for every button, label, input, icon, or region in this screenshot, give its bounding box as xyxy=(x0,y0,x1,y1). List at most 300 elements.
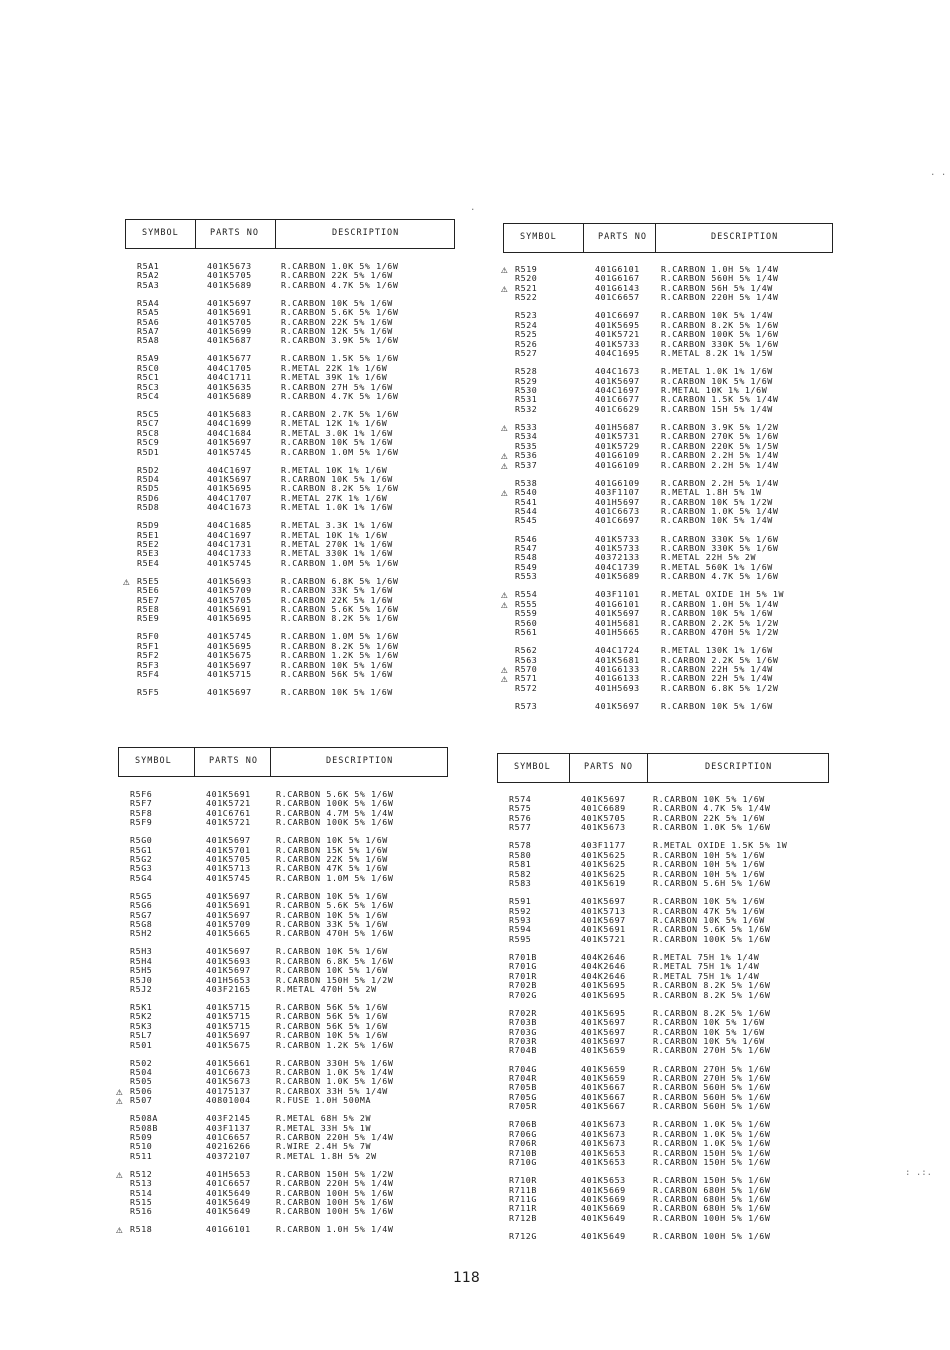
symbol-cell: R530 xyxy=(515,385,538,395)
symbol-cell: R5E1 xyxy=(137,529,160,540)
table-row xyxy=(503,405,833,414)
parts-no-cell: 401K5697 xyxy=(207,659,252,670)
table-row xyxy=(497,991,829,1000)
table-row xyxy=(118,929,448,938)
description-cell: R.CARBON 10K 5% 1/6W xyxy=(653,1017,765,1028)
description-cell: R.CARBON 10K 5% 1/6W xyxy=(281,687,393,697)
parts-no-cell: 404C1697 xyxy=(207,529,252,540)
description-cell: R.METAL 1.0K 1% 1/6W xyxy=(661,366,773,377)
symbol-cell: R501 xyxy=(130,1039,153,1050)
parts-no-cell: 404C1707 xyxy=(207,492,252,503)
symbol-cell: R5E2 xyxy=(137,539,160,549)
parts-no-cell: 403F2145 xyxy=(206,1113,251,1124)
header-symbol: SYMBOL xyxy=(142,228,179,238)
description-cell: R.CARBON 470H 5% 1/2W xyxy=(661,627,779,637)
symbol-cell: R710G xyxy=(509,1157,537,1167)
column-divider xyxy=(569,753,570,783)
description-cell: R.CARBON 150H 5% 1/6W xyxy=(653,1147,771,1158)
parts-no-cell: 401K5681 xyxy=(595,654,640,665)
description-cell: R.CARBON 150H 5% 1/6W xyxy=(653,1175,771,1186)
description-cell: R.CARBON 6.8K 5% 1/2W xyxy=(661,682,779,693)
description-cell: R.CARBON 15K 5% 1/6W xyxy=(276,844,388,855)
description-cell: R.METAL 470H 5% 2W xyxy=(276,984,377,994)
symbol-cell: R5A2 xyxy=(137,270,160,281)
symbol-cell: R5E6 xyxy=(137,585,160,596)
parts-no-cell: 401K5653 xyxy=(581,1147,626,1158)
description-cell: R.CARBON 5.6K 5% 1/6W xyxy=(653,924,771,935)
description-cell: R.CARBON 1.0K 5% 1/6W xyxy=(276,1076,394,1087)
symbol-cell: R508B xyxy=(130,1122,158,1133)
description-cell: R.CARBON 1.0M 5% 1/6W xyxy=(276,872,394,883)
parts-no-cell: 401K5745 xyxy=(207,446,252,457)
table-row xyxy=(118,874,448,883)
table-header xyxy=(118,747,448,777)
symbol-cell: R5F9 xyxy=(130,817,153,828)
description-cell: R.METAL 22K 1% 1/6W xyxy=(281,362,388,373)
safety-warning-icon: ⚠ xyxy=(501,421,509,434)
description-cell: R.CARBON 10K 5% 1/6W xyxy=(276,946,388,957)
parts-no-cell: 401K5733 xyxy=(595,533,640,544)
parts-no-cell: 401K5697 xyxy=(595,375,640,386)
description-cell: R.CARBON 270K 5% 1/6W xyxy=(661,431,779,442)
symbol-cell: R516 xyxy=(130,1206,153,1217)
symbol-cell: R518 xyxy=(130,1224,153,1235)
symbol-cell: R563 xyxy=(515,654,538,665)
parts-no-cell: 401K5625 xyxy=(581,859,626,870)
symbol-cell: R534 xyxy=(515,431,538,442)
description-cell: R.CARBON 10K 5% 1/6W xyxy=(653,1026,765,1037)
header-description: DESCRIPTION xyxy=(711,232,779,242)
parts-no-cell: 401C6677 xyxy=(595,394,640,405)
parts-no-cell: 401G6109 xyxy=(595,450,640,461)
description-cell: R.CARBON 10K 5% 1/6W xyxy=(281,474,393,484)
symbol-cell: R525 xyxy=(515,329,538,340)
symbol-cell: R5L7 xyxy=(130,1030,153,1041)
parts-no-cell: 401K5667 xyxy=(581,1101,626,1112)
safety-warning-icon: ⚠ xyxy=(501,663,509,676)
parts-no-cell: 401K5673 xyxy=(206,1076,251,1087)
symbol-cell: R5A6 xyxy=(137,316,160,327)
table-row xyxy=(118,818,448,827)
symbol-cell: R5A8 xyxy=(137,335,160,346)
parts-no-cell: 401K5721 xyxy=(206,817,251,828)
parts-no-cell: 401K5715 xyxy=(206,1020,251,1031)
table-row xyxy=(125,392,455,401)
column-divider xyxy=(194,747,195,777)
description-cell: R.CARBON 22K 5% 1/6W xyxy=(281,316,393,327)
description-cell: R.CARBON 8.2K 5% 1/6W xyxy=(281,483,399,494)
description-cell: R.CARBON 100H 5% 1/6W xyxy=(653,1231,771,1241)
symbol-cell: R5H3 xyxy=(130,946,153,957)
description-cell: R.CARBON 150H 5% 1/6W xyxy=(653,1157,771,1167)
symbol-cell: R5G4 xyxy=(130,872,153,883)
symbol-cell: R560 xyxy=(515,617,538,628)
symbol-cell: R529 xyxy=(515,375,538,386)
parts-no-cell: 404C1684 xyxy=(207,427,252,438)
symbol-cell: R546 xyxy=(515,533,538,544)
description-cell: R.CARBON 12K 5% 1/6W xyxy=(281,326,393,336)
parts-no-cell: 401K5697 xyxy=(581,794,626,804)
symbol-cell: R5A4 xyxy=(137,297,160,308)
parts-no-cell: 401K5673 xyxy=(581,822,626,833)
table-row xyxy=(125,336,455,345)
header-description: DESCRIPTION xyxy=(705,762,773,772)
table-row xyxy=(501,458,833,472)
column-divider xyxy=(270,747,271,777)
description-cell: R.CARBON 10K 5% 1/6W xyxy=(653,794,765,804)
description-cell: R.CARBON 33K 5% 1/6W xyxy=(281,585,393,596)
symbol-cell: R702B xyxy=(509,980,537,991)
parts-no-cell: 401K5687 xyxy=(207,335,252,346)
safety-warning-icon: ⚠ xyxy=(116,1094,124,1108)
parts-no-cell: 401K5691 xyxy=(207,604,252,614)
parts-no-cell: 401K5713 xyxy=(206,863,251,874)
description-cell: R.METAL 68H 5% 2W xyxy=(276,1113,372,1124)
parts-no-cell: 401K5635 xyxy=(207,381,252,392)
parts-no-cell: 401H5693 xyxy=(595,682,640,693)
description-cell: R.CARBON 10K 5% 1/6W xyxy=(276,909,388,920)
symbol-cell: R5G6 xyxy=(130,900,153,911)
description-cell: R.CARBON 6.8K 5% 1/6W xyxy=(281,575,399,586)
description-cell: R.CARBON 56H 5% 1/4W xyxy=(661,282,773,293)
parts-no-cell: 401G6101 xyxy=(595,264,640,274)
parts-no-cell: 401C6657 xyxy=(595,292,640,303)
description-cell: R.CARBON 1.0K 5% 1/6W xyxy=(653,1119,771,1130)
description-cell: R.CARBON 2.2H 5% 1/4W xyxy=(661,459,779,470)
description-cell: R.CARBON 8.2K 5% 1/6W xyxy=(653,989,771,1000)
symbol-cell: R524 xyxy=(515,319,538,330)
description-cell: R.CARBON 10K 5% 1/6W xyxy=(276,1030,388,1041)
symbol-cell: R513 xyxy=(130,1178,153,1189)
description-cell: R.METAL 130K 1% 1/6W xyxy=(661,645,773,656)
symbol-cell: R5G7 xyxy=(130,909,153,920)
parts-no-cell: 401K5697 xyxy=(581,1026,626,1037)
description-cell: R.METAL 75H 1% 1/4W xyxy=(653,961,760,972)
description-cell: R.METAL 22H 5% 2W xyxy=(661,552,757,563)
description-cell: R.METAL 560K 1% 1/6W xyxy=(661,561,773,572)
symbol-cell: R533 xyxy=(515,422,538,432)
symbol-cell: R710B xyxy=(509,1147,537,1158)
parts-no-cell: 401K5697 xyxy=(581,1036,626,1046)
symbol-cell: R704G xyxy=(509,1063,537,1074)
description-cell: R.CARBON 1.0K 5% 1/6W xyxy=(281,261,399,271)
description-cell: R.CARBON 1.5K 5% 1/4W xyxy=(661,394,779,405)
parts-no-cell: 401K5665 xyxy=(206,928,251,939)
parts-no-cell: 401C6697 xyxy=(595,515,640,526)
description-cell: R.METAL 3.0K 1% 1/6W xyxy=(281,427,393,438)
parts-no-cell: 401K5693 xyxy=(207,575,252,586)
parts-no-cell: 401K5697 xyxy=(206,890,251,901)
table-row xyxy=(497,879,829,888)
symbol-cell: R5G3 xyxy=(130,863,153,874)
parts-no-cell: 401K5691 xyxy=(581,924,626,935)
safety-warning-icon: ⚠ xyxy=(501,263,509,276)
parts-no-cell: 401K5695 xyxy=(595,319,640,330)
symbol-cell: R5C1 xyxy=(137,372,160,383)
parts-no-cell: 401K5683 xyxy=(207,409,252,419)
table-row xyxy=(497,1158,829,1167)
description-cell: R.CARBON 1.2K 5% 1/6W xyxy=(281,650,399,661)
parts-no-cell: 401G6109 xyxy=(595,477,640,488)
symbol-cell: R527 xyxy=(515,348,538,358)
symbol-cell: R706G xyxy=(509,1128,537,1139)
header-description: DESCRIPTION xyxy=(326,756,394,766)
parts-no-cell: 40175137 xyxy=(206,1085,251,1096)
description-cell: R.CARBON 1.0H 5% 1/4W xyxy=(276,1224,394,1235)
symbol-cell: R5F5 xyxy=(137,687,160,697)
symbol-cell: R5F4 xyxy=(137,669,160,679)
parts-no-cell: 401K5697 xyxy=(581,896,626,907)
symbol-cell: R5E7 xyxy=(137,594,160,605)
symbol-cell: R592 xyxy=(509,905,532,916)
parts-no-cell: 401K5705 xyxy=(206,854,251,864)
symbol-cell: R522 xyxy=(515,292,538,303)
parts-no-cell: 401H5697 xyxy=(595,496,640,507)
parts-no-cell: 401C6629 xyxy=(595,403,640,414)
symbol-cell: R5G1 xyxy=(130,844,153,855)
symbol-cell: R575 xyxy=(509,803,532,814)
symbol-cell: R574 xyxy=(509,794,532,804)
symbol-cell: R561 xyxy=(515,627,538,637)
description-cell: R.METAL 1.0K 1% 1/6W xyxy=(281,502,393,513)
symbol-cell: R704B xyxy=(509,1045,537,1056)
page-number: 118 xyxy=(453,1270,480,1286)
table-row xyxy=(118,1152,448,1161)
parts-no-cell: 401K5649 xyxy=(206,1206,251,1217)
description-cell: R.CARBON 47K 5% 1/6W xyxy=(276,863,388,874)
parts-no-cell: 401K5673 xyxy=(207,261,252,271)
symbol-cell: R573 xyxy=(515,701,538,711)
symbol-cell: R514 xyxy=(130,1187,153,1198)
symbol-cell: R5C0 xyxy=(137,362,160,373)
parts-no-cell: 401K5697 xyxy=(207,687,252,697)
parts-no-cell: 401K5721 xyxy=(206,798,251,809)
description-cell: R.CARBON 6.8K 5% 1/6W xyxy=(276,955,394,966)
description-cell: R.CARBON 100H 5% 1/6W xyxy=(276,1187,394,1198)
parts-no-cell: 40372107 xyxy=(206,1150,251,1161)
parts-no-cell: 401K5709 xyxy=(207,585,252,596)
symbol-cell: R5D6 xyxy=(137,492,160,503)
description-cell: R.CARBON 10K 5% 1/2W xyxy=(661,496,773,507)
description-cell: R.CARBON 10K 5% 1/4W xyxy=(661,310,773,321)
parts-no-cell: 401C6761 xyxy=(206,807,251,818)
symbol-cell: R706R xyxy=(509,1138,537,1149)
symbol-cell: R5E4 xyxy=(137,557,160,568)
parts-no-cell: 401H5665 xyxy=(595,627,640,637)
description-cell: R.CARBON 150H 5% 1/2W xyxy=(276,974,394,985)
symbol-cell: R704R xyxy=(509,1073,537,1083)
table-row xyxy=(125,559,455,568)
symbol-cell: R504 xyxy=(130,1067,153,1077)
symbol-cell: R5A5 xyxy=(137,307,160,318)
description-cell: R.CARBON 10H 5% 1/6W xyxy=(653,859,765,870)
column-divider xyxy=(195,219,196,249)
symbol-cell: R705G xyxy=(509,1091,537,1102)
symbol-cell: R5A3 xyxy=(137,279,160,290)
parts-no-cell: 401K5625 xyxy=(581,849,626,860)
column-divider xyxy=(647,753,648,783)
description-cell: R.CARBON 560H 5% 1/4W xyxy=(661,273,779,284)
parts-no-cell: 401K5713 xyxy=(581,905,626,916)
description-cell: R.CARBON 330K 5% 1/6W xyxy=(661,543,779,553)
parts-no-cell: 401K5715 xyxy=(206,1002,251,1012)
description-cell: R.CARBON 1.0K 5% 1/4W xyxy=(276,1067,394,1077)
symbol-cell: R5F2 xyxy=(137,650,160,661)
description-cell: R.CARBON 2.7K 5% 1/6W xyxy=(281,409,399,419)
symbol-cell: R531 xyxy=(515,394,538,405)
symbol-cell: R547 xyxy=(515,543,538,553)
parts-no-cell: 403F2165 xyxy=(206,984,251,994)
parts-no-cell: 40216266 xyxy=(206,1141,251,1152)
description-cell: R.CARBON 100H 5% 1/6W xyxy=(653,1212,771,1223)
description-cell: R.CARBON 10K 5% 1/6W xyxy=(281,437,393,448)
parts-no-cell: 401K5695 xyxy=(581,989,626,1000)
symbol-cell: R578 xyxy=(509,840,532,851)
symbol-cell: R5C7 xyxy=(137,418,160,429)
description-cell: R.CARBON 22K 5% 1/6W xyxy=(653,812,765,823)
description-cell: R.CARBON 220H 5% 1/4W xyxy=(276,1132,394,1142)
symbol-cell: R581 xyxy=(509,859,532,870)
description-cell: R.CARBON 33K 5% 1/6W xyxy=(276,919,388,929)
description-cell: R.CARBON 560H 5% 1/6W xyxy=(653,1091,771,1102)
symbol-cell: R544 xyxy=(515,506,538,516)
symbol-cell: R5F7 xyxy=(130,798,153,809)
description-cell: R.CARBON 22K 5% 1/6W xyxy=(281,270,393,281)
symbol-cell: R5C8 xyxy=(137,427,160,438)
parts-no-cell: 401G6133 xyxy=(595,673,640,684)
parts-no-cell: 401K5673 xyxy=(581,1119,626,1130)
description-cell: R.CARBON 270H 5% 1/6W xyxy=(653,1073,771,1083)
symbol-cell: R583 xyxy=(509,878,532,888)
parts-no-cell: 401C6697 xyxy=(595,310,640,321)
parts-no-cell: 401K5697 xyxy=(207,297,252,308)
parts-no-cell: 401K5675 xyxy=(206,1039,251,1050)
symbol-cell: R710R xyxy=(509,1175,537,1186)
parts-no-cell: 404C1685 xyxy=(207,520,252,531)
symbol-cell: R5F6 xyxy=(130,789,153,799)
symbol-cell: R5D2 xyxy=(137,464,160,475)
parts-no-cell: 401K5705 xyxy=(207,594,252,605)
parts-no-cell: 401K5673 xyxy=(581,1138,626,1149)
parts-no-cell: 404C1705 xyxy=(207,362,252,373)
column-divider xyxy=(655,223,656,253)
parts-table-bottom-right xyxy=(497,753,829,1253)
description-cell: R.CARBON 10K 5% 1/6W xyxy=(281,659,393,670)
description-cell: R.CARBON 1.0M 5% 1/6W xyxy=(281,631,399,642)
symbol-cell: R577 xyxy=(509,822,532,833)
description-cell: R.CARBON 220H 5% 1/4W xyxy=(661,292,779,303)
parts-no-cell: 401K5691 xyxy=(206,900,251,911)
parts-no-cell: 401K5669 xyxy=(581,1184,626,1195)
table-row xyxy=(503,293,833,302)
header-parts-no: PARTS NO xyxy=(598,232,647,242)
parts-no-cell: 403F1137 xyxy=(206,1122,251,1133)
parts-table-top-right xyxy=(503,223,833,723)
description-cell: R.CARBON 10K 5% 1/6W xyxy=(661,375,773,386)
table-row xyxy=(497,935,829,944)
symbol-cell: R509 xyxy=(130,1132,153,1142)
description-cell: R.CARBON 56K 5% 1/6W xyxy=(281,669,393,679)
symbol-cell: R5H5 xyxy=(130,965,153,976)
description-cell: R.METAL 330K 1% 1/6W xyxy=(281,548,393,559)
symbol-cell: R5D8 xyxy=(137,502,160,513)
parts-no-cell: 401K5721 xyxy=(595,329,640,340)
parts-no-cell: 401K5649 xyxy=(581,1231,626,1241)
symbol-cell: R570 xyxy=(515,664,538,674)
description-cell: R.CARBON 1.0H 5% 1/4W xyxy=(661,598,779,609)
safety-warning-icon: ⚠ xyxy=(501,672,509,686)
symbol-cell: R512 xyxy=(130,1168,153,1179)
symbol-cell: R5E8 xyxy=(137,604,160,614)
symbol-cell: R559 xyxy=(515,608,538,619)
description-cell: R.METAL 75H 1% 1/4W xyxy=(653,952,760,962)
table-row xyxy=(497,823,829,832)
description-cell: R.CARBON 8.2K 5% 1/6W xyxy=(281,640,399,651)
parts-no-cell: 401G6109 xyxy=(595,459,640,470)
parts-no-cell: 404C1697 xyxy=(207,464,252,475)
parts-no-cell: 401K5697 xyxy=(206,1030,251,1041)
description-cell: R.CARBON 10K 5% 1/6W xyxy=(653,915,765,925)
symbol-cell: R582 xyxy=(509,868,532,879)
table-row xyxy=(503,349,833,358)
description-cell: R.CARBON 330K 5% 1/6W xyxy=(661,338,779,349)
symbol-cell: R5F0 xyxy=(137,631,160,642)
parts-no-cell: 403F1177 xyxy=(581,840,626,851)
symbol-cell: R711B xyxy=(509,1184,537,1195)
symbol-cell: R5K1 xyxy=(130,1002,153,1012)
safety-warning-icon: ⚠ xyxy=(501,597,509,611)
parts-no-cell: 404C1731 xyxy=(207,539,252,549)
description-cell: R.CARBON 10K 5% 1/6W xyxy=(276,835,388,846)
symbol-cell: R701R xyxy=(509,970,537,981)
parts-no-cell: 401H5653 xyxy=(206,974,251,985)
symbol-cell: R562 xyxy=(515,645,538,656)
table-header xyxy=(125,219,455,249)
symbol-cell: R532 xyxy=(515,403,538,414)
table-row xyxy=(125,670,455,679)
symbol-cell: R537 xyxy=(515,459,538,470)
description-cell: R.CARBON 1.0K 5% 1/6W xyxy=(653,1138,771,1149)
description-cell: R.CARBON 1.0M 5% 1/6W xyxy=(281,557,399,568)
parts-no-cell: 401K5733 xyxy=(595,338,640,349)
parts-no-cell: 401K5745 xyxy=(207,631,252,642)
description-cell: R.CARBON 470H 5% 1/6W xyxy=(276,928,394,939)
symbol-cell: R580 xyxy=(509,849,532,860)
parts-no-cell: 401K5731 xyxy=(595,431,640,442)
description-cell: R.CARBON 2.2H 5% 1/4W xyxy=(661,450,779,461)
parts-no-cell: 401C6673 xyxy=(206,1067,251,1077)
symbol-cell: R5F8 xyxy=(130,807,153,818)
parts-no-cell: 401K5697 xyxy=(581,1017,626,1028)
description-cell: R.CARBON 100K 5% 1/6W xyxy=(653,933,771,944)
parts-no-cell: 401K5677 xyxy=(207,353,252,364)
parts-no-cell: 404K2646 xyxy=(581,970,626,981)
table-row xyxy=(497,1214,829,1223)
symbol-cell: R5G8 xyxy=(130,919,153,929)
parts-no-cell: 40801004 xyxy=(206,1095,251,1106)
description-cell: R.CARBON 15H 5% 1/4W xyxy=(661,403,773,414)
parts-no-cell: 401K5693 xyxy=(206,955,251,966)
description-cell: R.METAL 75H 1% 1/4W xyxy=(653,970,760,981)
symbol-cell: R510 xyxy=(130,1141,153,1152)
table-header xyxy=(503,223,833,253)
symbol-cell: R554 xyxy=(515,589,538,600)
description-cell: R.CARBON 47K 5% 1/6W xyxy=(653,905,765,916)
parts-no-cell: 401G6101 xyxy=(206,1224,251,1235)
parts-no-cell: 401G6143 xyxy=(595,282,640,293)
table-row xyxy=(503,516,833,525)
symbol-cell: R701G xyxy=(509,961,537,972)
